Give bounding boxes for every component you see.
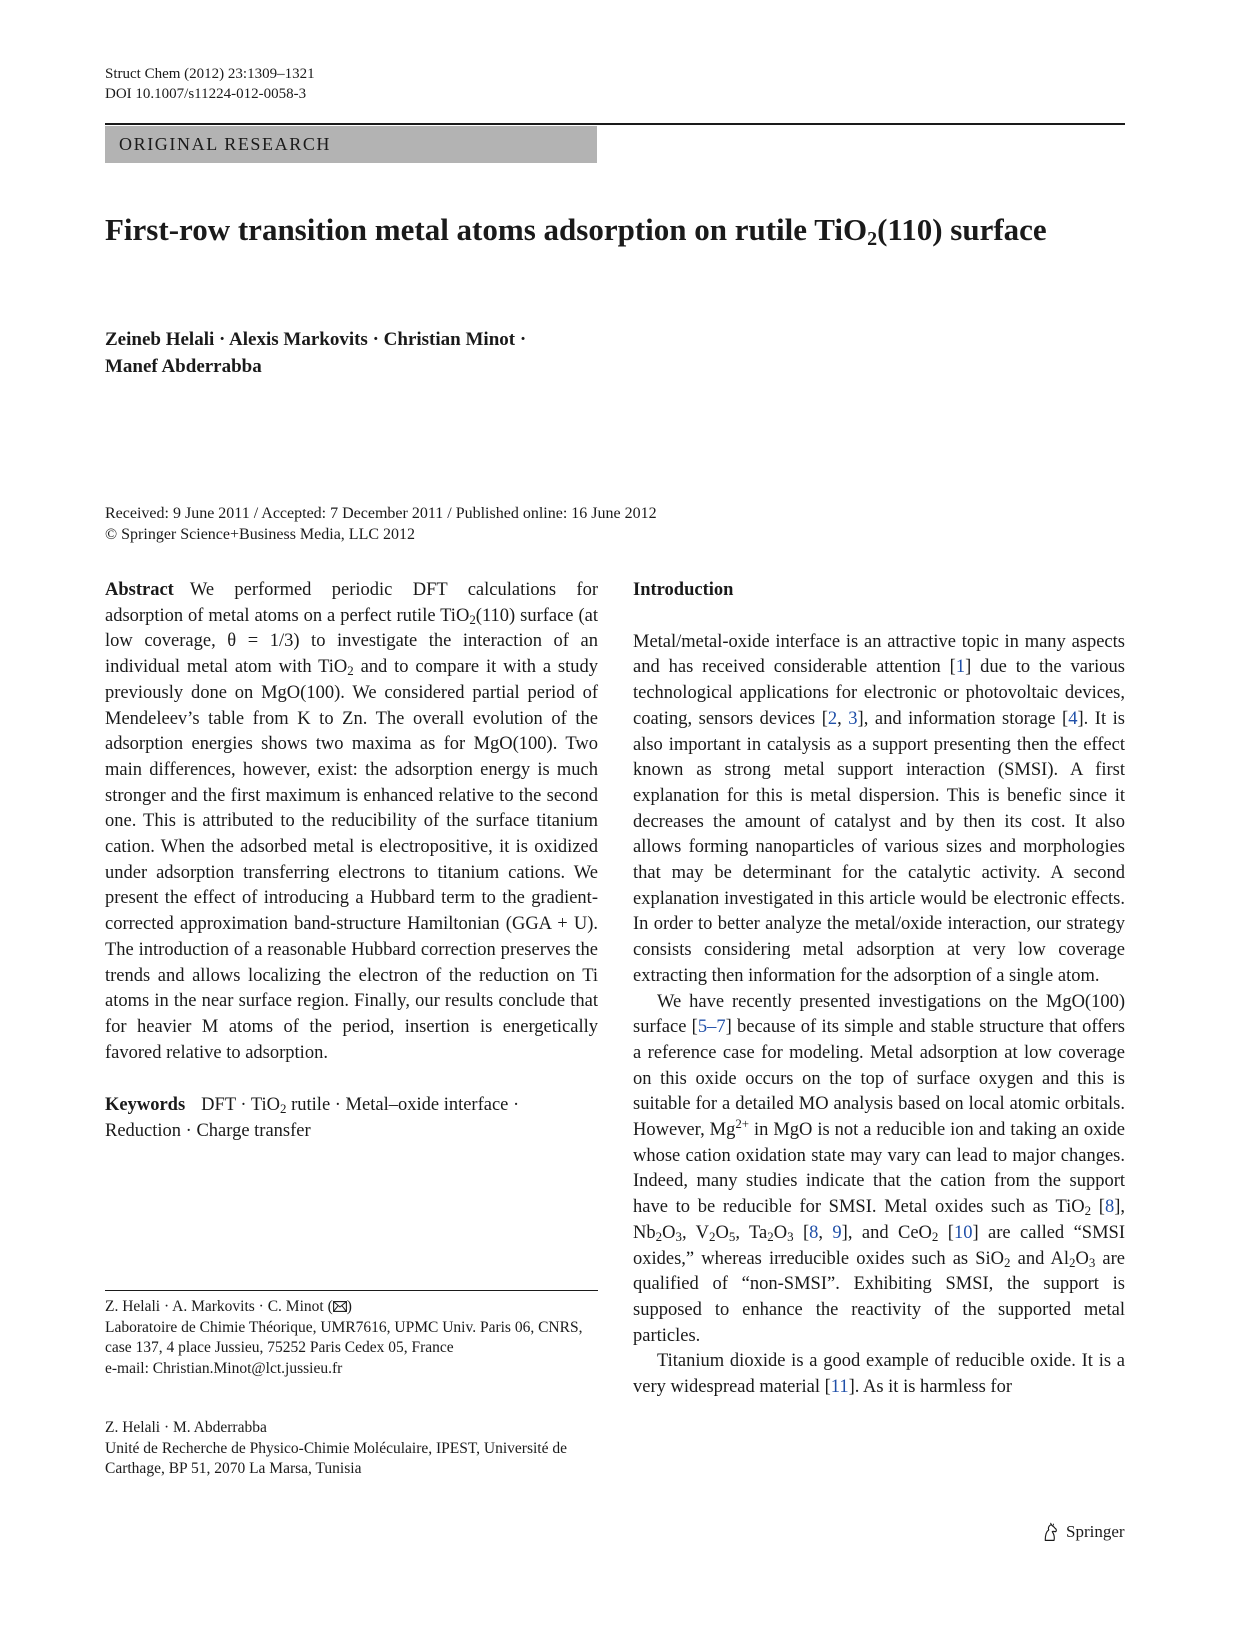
keywords-heading: Keywords bbox=[105, 1095, 186, 1116]
springer-horse-icon bbox=[1040, 1522, 1061, 1543]
journal-line: Struct Chem (2012) 23:1309–1321 bbox=[105, 66, 315, 82]
left-column bbox=[105, 578, 598, 1145]
publisher-logo bbox=[1040, 1520, 1125, 1544]
publisher-name: Springer bbox=[1066, 1522, 1125, 1541]
citation-link[interactable]: 8 bbox=[809, 1222, 819, 1243]
footnote-rule bbox=[105, 1290, 598, 1291]
abstract: Abstract We performed periodic DFT calculations for adsorption of metal atoms on a perfect rutile TiO$_2$(110) surface (at low coverage, θ = 1/3) to investigate the interaction of an individual metal atom with TiO$_2$ and to compare it with a study previously done on MgO(100). We considered partial period of Mendeleev’s table from K to Zn. The overall evolution of the adsorption energies shows two maxima as for MgO(100). Two main differences, however, exist: the adsorption energy is much stronger and the first maximum is enhanced relative to the second one. This is attributed to the reducibility of the surface titanium cation. When the adsorbed metal is electropositive, it is oxidized under adsorption transferring electrons to titanium cations. We present the effect of introducing a Hubbard term to the gradient-corrected approximation band-structure Hamiltonian (GGA + U). The introduction of a reasonable Hubbard correction preserves the trends and allows localizing the electron of the reduction on Ti atoms in the near surface region. Finally, our results conclude that for heavier M atoms of the period, insertion is energetically favored relative to adsorption. bbox=[105, 580, 598, 1063]
citation-link[interactable]: 10 bbox=[953, 1222, 973, 1243]
citation-link[interactable]: 5–7 bbox=[697, 1017, 726, 1038]
header-rule bbox=[105, 123, 1125, 125]
section-label: ORIGINAL RESEARCH bbox=[105, 126, 597, 163]
intro-paragraph-3: Titanium dioxide is a good example of reducible oxide. It is a very widespread material [11]. As it is harmless for bbox=[633, 1351, 1125, 1398]
right-column bbox=[633, 578, 1125, 1401]
citation-link[interactable]: 1 bbox=[955, 657, 966, 678]
title-subscript: 2 bbox=[867, 228, 878, 250]
citation-link[interactable]: 9 bbox=[832, 1222, 842, 1243]
citation-link[interactable]: 2 bbox=[827, 708, 838, 729]
affiliation-2 bbox=[105, 1418, 598, 1480]
copyright-line: © Springer Science+Business Media, LLC 2012 bbox=[105, 526, 416, 543]
affiliation-1-lab: Laboratoire de Chimie Théorique, UMR7616, UPMC Univ. Paris 06, CNRS, case 137, 4 place Jussieu, 75252 Paris Cedex 05, France bbox=[105, 1318, 583, 1356]
affiliation-1-names: Z. Helali · A. Markovits · C. Minot ( ) bbox=[105, 1298, 352, 1315]
affiliation-2-names: Z. Helali · M. Abderrabba bbox=[105, 1419, 267, 1436]
authors-line-2: Manef Abderrabba bbox=[105, 356, 262, 377]
affiliation-1 bbox=[105, 1297, 598, 1379]
authors-line-1: Zeineb Helali · Alexis Markovits · Christian Minot · bbox=[105, 329, 527, 350]
intro-paragraph-2: We have recently presented investigations on the MgO(100) surface [5–7] because of its simple and stable structure that offers a reference case for modeling. Metal adsorption at low coverage on this oxide occurs on the top of surface oxygen and this is suitable for a detailed MO analysis based on local atomic orbitals. However, $Mg^{2+}$ in MgO is not a reducible ion and taking an oxide whose cation oxidation state may vary can lead to major changes. Indeed, many studies indicate that the cation from the support have to be reducible for SMSI. Metal oxides such as TiO$_2$ [8], $Nb_2O_3$, $V_2O_5$, $Ta_2O_3$ [8, 9], and CeO$_2$ [10] are called “SMSI oxides,” whereas irreducible oxides such as SiO$_2$ and $Al_2O_3$ are qualified of “non-SMSI”. Exhibiting SMSI, the support is supposed to enhance the reactivity of the supported metal particles. bbox=[633, 991, 1125, 1346]
title-part-1: First-row transition metal atoms adsorption on rutile TiO bbox=[105, 212, 868, 247]
doi-line: DOI 10.1007/s11224-012-0058-3 bbox=[105, 86, 307, 102]
introduction-heading: Introduction bbox=[633, 580, 734, 600]
intro-paragraph-1: Metal/metal-oxide interface is an attractive topic in many aspects and has received considerable attention [1] due to the various technological applications for electronic or photovoltaic devices, coating, sensors devices [2, 3], and information storage [4]. It is also important in catalysis as a support presenting then the effect known as strong metal support interaction (SMSI). A first explanation for this is metal dispersion. This is benefic since it decreases the amount of catalyst and by then its cost. It also allows forming nanoparticles of various sizes and morphologies that may be determinant for the catalytic activity. A second explanation investigated in this article would be electronic effects. In order to better analyze the metal/oxide interaction, our strategy consists considering metal adsorption at very low coverage extracting then information for the adsorption of a single atom. bbox=[633, 631, 1125, 986]
abstract-heading: Abstract bbox=[105, 580, 174, 600]
affiliation-2-lab: Unité de Recherche de Physico-Chimie Moléculaire, IPEST, Université de Carthage, BP 51, 2070 La Marsa, Tunisia bbox=[105, 1439, 567, 1477]
publication-dates bbox=[105, 503, 657, 545]
history-line: Received: 9 June 2011 / Accepted: 7 December 2011 / Published online: 16 June 2012 bbox=[105, 505, 657, 522]
citation-link[interactable]: 11 bbox=[830, 1377, 849, 1398]
envelope-icon[interactable] bbox=[333, 1301, 347, 1312]
title-part-2: (110) surface bbox=[877, 212, 1047, 247]
keywords: Keywords DFT · TiO$_2$ rutile · Metal–oxide interface · Reduction · Charge transfer bbox=[105, 1095, 520, 1142]
affiliation-1-email[interactable]: e-mail: Christian.Minot@lct.jussieu.fr bbox=[105, 1359, 343, 1377]
article-title bbox=[105, 211, 1105, 248]
journal-citation bbox=[105, 64, 315, 104]
author-list bbox=[105, 326, 526, 380]
citation-link[interactable]: 4 bbox=[1068, 708, 1078, 729]
citation-link[interactable]: 3 bbox=[848, 708, 858, 729]
citation-link[interactable]: 8 bbox=[1104, 1197, 1115, 1218]
